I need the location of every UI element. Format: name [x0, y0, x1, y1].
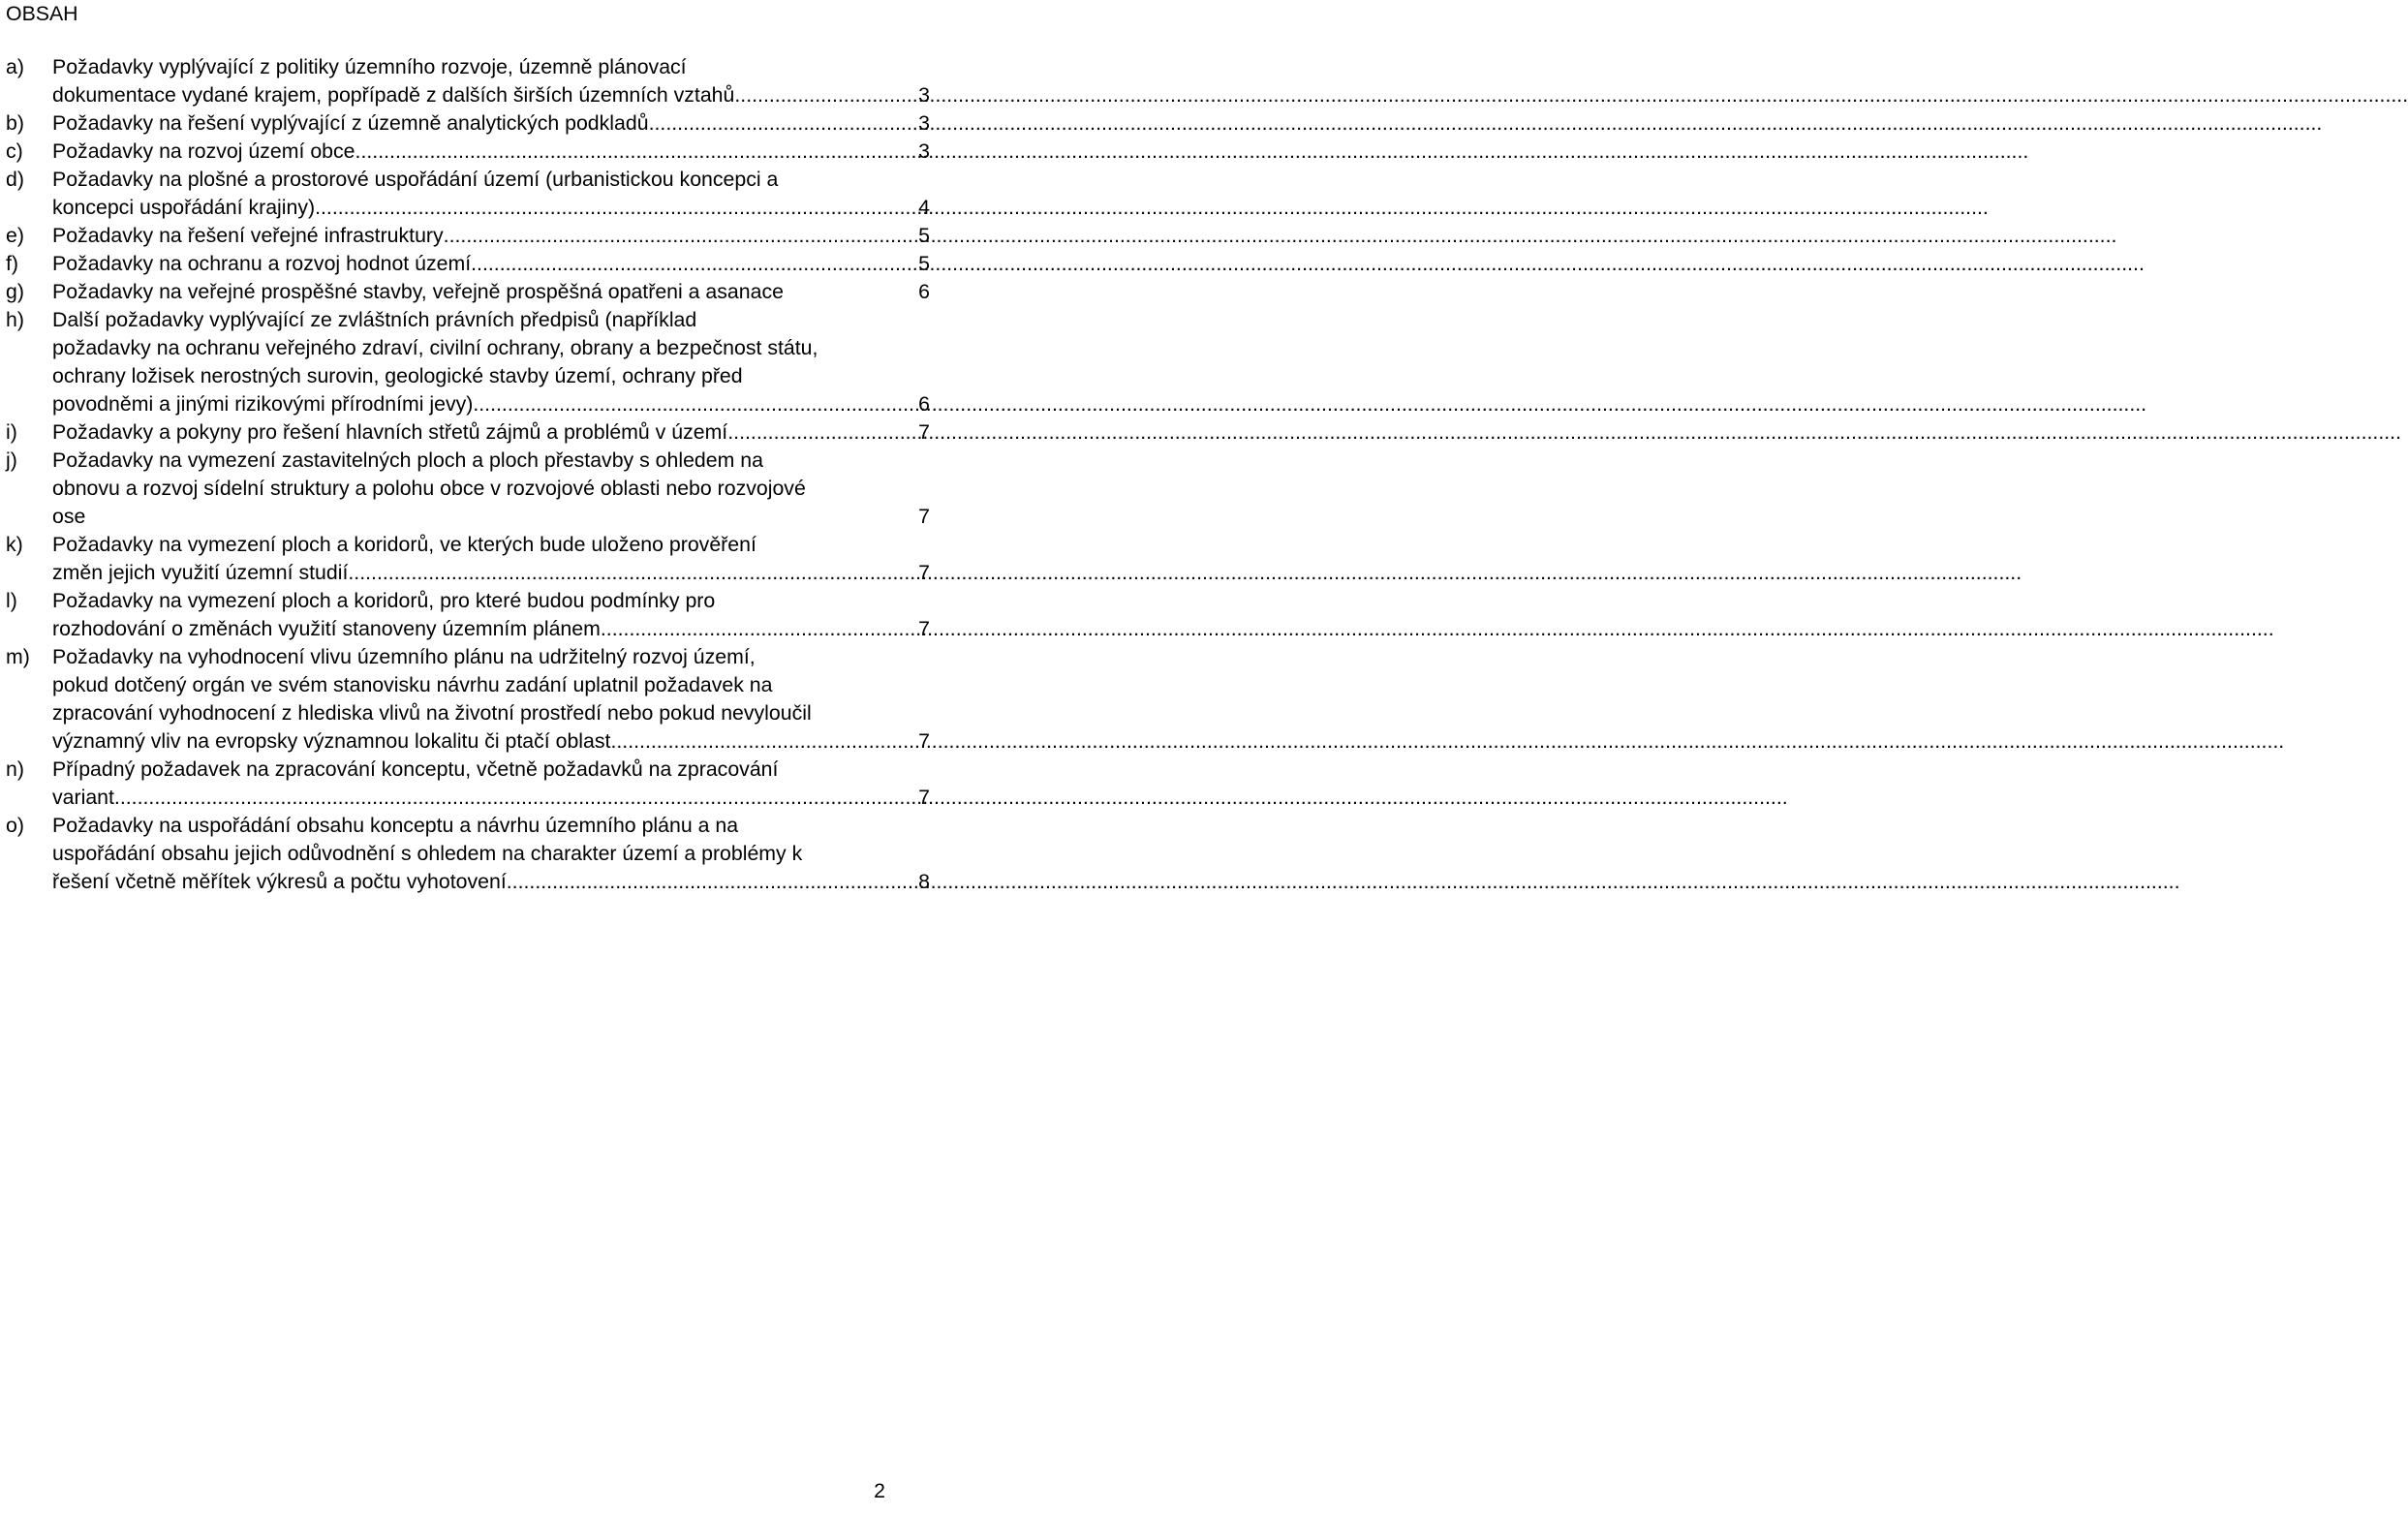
toc-page-ref: 7: [918, 617, 930, 640]
toc-entry-label: i): [6, 420, 17, 444]
dot-leader: [649, 109, 919, 138]
toc-entry-label: o): [6, 814, 24, 837]
toc-page-ref: 8: [918, 870, 930, 893]
dot-leader: [444, 222, 918, 250]
toc-entry-label: b): [6, 111, 24, 135]
toc-entry-text: ochrany ložisek nerostných surovin, geologické stavby území, ochrany před: [52, 364, 743, 387]
toc-entry-text: pokud dotčený orgán ve svém stanovisku návrhu zadání uplatnil požadavek na: [52, 673, 773, 696]
dot-leader: [114, 784, 918, 812]
toc-line[interactable]: [6, 615, 930, 643]
toc-line[interactable]: [6, 306, 930, 334]
toc-entry-text: Požadavky na veřejné prospěšné stavby, veřejně prospěšná opatřeni a asanace: [52, 280, 784, 303]
toc-entry-text: Požadavky na plošné a prostorové uspořádání území (urbanistickou koncepci a: [52, 168, 779, 191]
toc-entry-label: d): [6, 168, 24, 191]
toc-entry-label: n): [6, 757, 24, 781]
toc-entry-text: Požadavky na vymezení ploch a koridorů, ve kterých bude uloženo prověření: [52, 533, 756, 556]
toc-entry-text: Požadavky na rozvoj území obce: [52, 139, 355, 163]
toc-line[interactable]: [6, 81, 930, 109]
toc-entry-text: Požadavky na řešení veřejné infrastruktury: [52, 224, 444, 247]
toc-entry-label: m): [6, 645, 30, 668]
toc-heading: OBSAH: [6, 2, 78, 25]
toc-entry-label: c): [6, 139, 23, 163]
toc-entry-text: změn jejich využití územní studií: [52, 561, 349, 584]
toc-line[interactable]: [6, 559, 930, 587]
toc-entry-text: požadavky na ochranu veřejného zdraví, civilní ochrany, obrany a bezpečnost státu,: [52, 336, 818, 359]
toc-entry-text: Požadavky na vyhodnocení vlivu územního plánu na udržitelný rozvoj území,: [52, 645, 756, 668]
dot-leader: [610, 727, 918, 756]
toc-entry-label: g): [6, 280, 24, 303]
toc-page-ref: 7: [918, 786, 930, 809]
toc-line[interactable]: [6, 278, 930, 306]
toc-page-ref: 7: [918, 505, 930, 528]
toc-line[interactable]: [6, 643, 930, 671]
toc-line[interactable]: [6, 812, 930, 840]
toc-entry-text: obnovu a rozvoj sídelní struktury a polohu obce v rozvojové oblasti nebo rozvojové: [52, 477, 806, 500]
toc-line[interactable]: [6, 447, 930, 475]
toc-line[interactable]: [6, 531, 930, 559]
toc-entry-text: Požadavky na ochranu a rozvoj hodnot území: [52, 252, 472, 275]
toc-line[interactable]: [6, 699, 930, 727]
toc-entry-text: Případný požadavek na zpracování konceptu, včetně požadavků na zpracování: [52, 757, 779, 781]
toc-page-ref: 7: [918, 561, 930, 584]
toc-line[interactable]: [6, 727, 930, 756]
toc-page-ref: 5: [918, 224, 930, 247]
toc-entry-text: významný vliv na evropsky významnou lokalitu či ptačí oblast: [52, 729, 611, 753]
toc-entry-text: uspořádání obsahu jejich odůvodnění s ohledem na charakter území a problémy k: [52, 842, 803, 865]
dot-leader: [473, 390, 918, 418]
toc-line[interactable]: [6, 362, 930, 390]
toc-page-ref: 7: [918, 420, 930, 444]
toc-page-ref: 5: [918, 252, 930, 275]
toc-line[interactable]: [6, 671, 930, 699]
toc-page-ref: 3: [918, 111, 930, 135]
toc-line[interactable]: [6, 109, 930, 138]
toc-entry-label: f): [6, 252, 19, 275]
dot-leader: [734, 81, 918, 109]
toc-entry-text: Další požadavky vyplývající ze zvláštních právních předpisů (například: [52, 308, 697, 331]
dot-leader: [348, 559, 918, 587]
toc-page-ref: 7: [918, 729, 930, 753]
toc-entry-text: variant: [52, 786, 114, 809]
page-number: 2: [874, 1479, 885, 1502]
dot-leader: [315, 194, 918, 222]
toc-page-ref: 6: [918, 392, 930, 416]
toc-line[interactable]: [6, 390, 930, 418]
toc-page-ref: 3: [918, 139, 930, 163]
toc-entry-label: l): [6, 589, 17, 612]
toc-line[interactable]: [6, 503, 930, 531]
toc-entry-text: rozhodování o změnách využití stanoveny územním plánem: [52, 617, 601, 640]
toc-entry-text: Požadavky vyplývající z politiky územního rozvoje, územně plánovací: [52, 55, 687, 78]
toc-entry-text: Požadavky na vymezení ploch a koridorů, pro které budou podmínky pro: [52, 589, 716, 612]
toc-line[interactable]: [6, 756, 930, 784]
dot-leader: [355, 138, 919, 166]
toc-line[interactable]: [6, 784, 930, 812]
toc-line[interactable]: [6, 138, 930, 166]
toc-entry-label: a): [6, 55, 24, 78]
toc-line[interactable]: [6, 418, 930, 447]
toc-page-ref: 4: [918, 196, 930, 219]
toc-page-ref: 3: [918, 83, 930, 107]
toc-entry-text: koncepci uspořádání krajiny): [52, 196, 316, 219]
toc-page-ref: 6: [918, 280, 930, 303]
toc-entry-text: řešení včetně měřítek výkresů a počtu vyhotovení: [52, 870, 507, 893]
toc-line[interactable]: [6, 334, 930, 362]
dot-leader: [471, 250, 918, 278]
toc-entry-text: Požadavky na vymezení zastavitelných ploch a ploch přestavby s ohledem na: [52, 448, 763, 472]
toc-entry-text: Požadavky na uspořádání obsahu konceptu a návrhu územního plánu a na: [52, 814, 739, 837]
toc-entry-label: h): [6, 308, 24, 331]
toc-entry-text: povodněmi a jinými rizikovými přírodními jevy): [52, 392, 474, 416]
table-of-contents: [6, 53, 930, 896]
dot-leader: [507, 868, 918, 896]
toc-line[interactable]: [6, 250, 930, 278]
toc-entry-text: zpracování vyhodnocení z hlediska vlivů na životní prostředí nebo pokud nevyloučil: [52, 701, 812, 725]
toc-line[interactable]: [6, 587, 930, 615]
toc-entry-text: dokumentace vydané krajem, popřípadě z dalších širších územních vztahů: [52, 83, 735, 107]
toc-line[interactable]: [6, 222, 930, 250]
dot-leader: [727, 418, 918, 447]
toc-line[interactable]: [6, 475, 930, 503]
toc-entry-text: Požadavky a pokyny pro řešení hlavních střetů zájmů a problémů v území: [52, 420, 728, 444]
toc-entry-label: j): [6, 448, 17, 472]
toc-entry-text: ose: [52, 505, 86, 528]
toc-entry-text: Požadavky na řešení vyplývající z územně analytických podkladů: [52, 111, 649, 135]
toc-entry-label: e): [6, 224, 24, 247]
toc-entry-label: k): [6, 533, 23, 556]
dot-leader: [601, 615, 918, 643]
toc-line[interactable]: [6, 194, 930, 222]
toc-line[interactable]: [6, 840, 930, 868]
toc-line[interactable]: [6, 868, 930, 896]
toc-line[interactable]: [6, 166, 930, 194]
toc-line[interactable]: [6, 53, 930, 81]
